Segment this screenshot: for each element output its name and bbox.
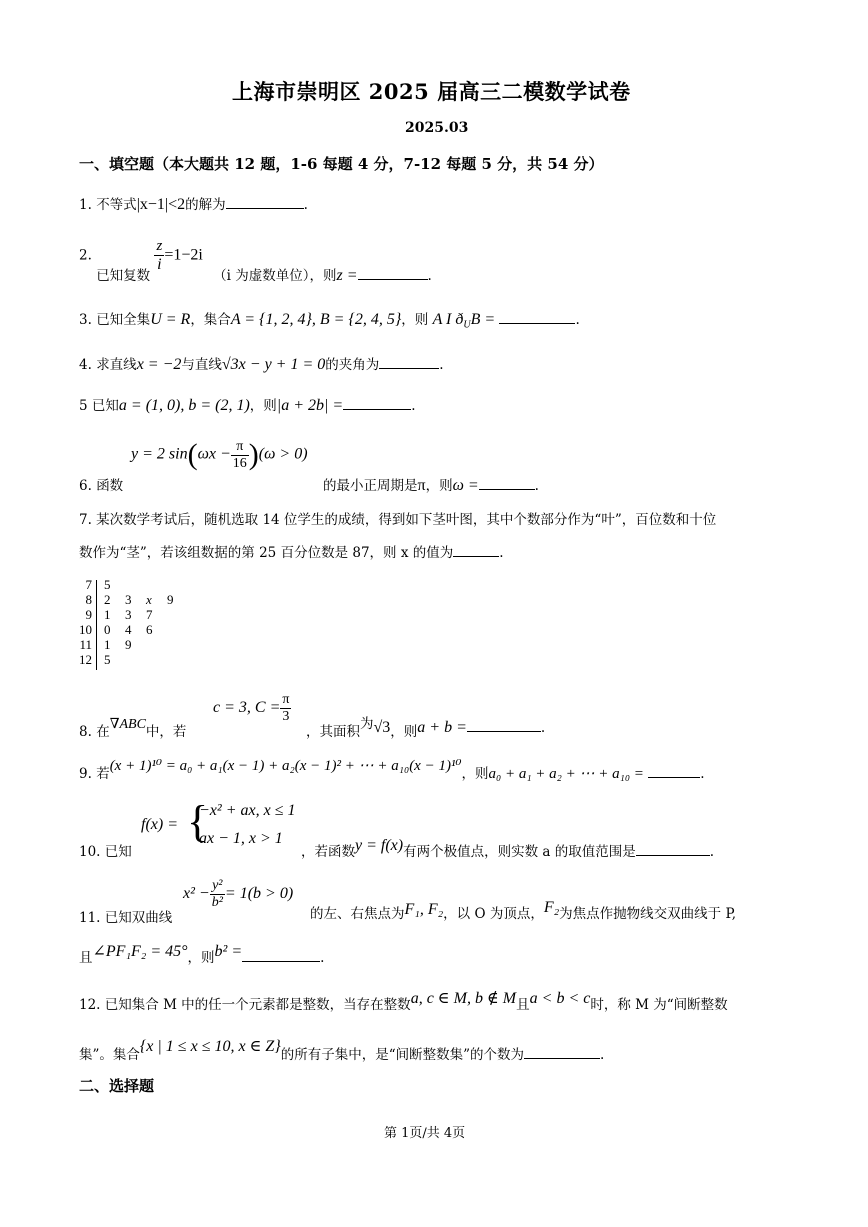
leaf-value: 9 bbox=[125, 637, 132, 652]
leaf-value: 7 bbox=[146, 607, 153, 622]
question-12-line-2: 集”。集合{x | 1 ≤ x ≤ 10, x ∈ Z}的所有子集中，是“间断整数集”的个数为 . bbox=[79, 1038, 605, 1063]
leaf-value: 1 bbox=[104, 637, 111, 652]
stem-leaf-plot bbox=[78, 578, 198, 672]
answer-blank bbox=[636, 843, 710, 856]
answer-blank bbox=[358, 267, 428, 280]
leaf-value: 3 bbox=[125, 592, 132, 607]
leaf-value: 2 bbox=[104, 592, 111, 607]
question-3: 3. 已知全集U = R，集合A = {1, 2, 4}, B = {2, 4, 5}，则 A Ι $ð_UB$ = . bbox=[79, 311, 580, 331]
function-expression: y = 2 sin(ωx − $\frac{\pi}{16}$ )(ω > 0) bbox=[131, 438, 308, 471]
question-4: 4. 求直线x = −2与直线√3x − y + 1 = 0的夹角为 . bbox=[79, 356, 444, 373]
stem-value: 12 bbox=[79, 652, 92, 667]
leaf-value: 9 bbox=[167, 592, 174, 607]
question-8: 8. 在∇ABC中，若 c = 3, C = $\frac{\pi}{3}$ ，其面积为√3，则a + b = . bbox=[79, 692, 546, 740]
answer-blank bbox=[343, 397, 411, 410]
leaf-value: 5 bbox=[104, 577, 111, 592]
leaf-value: x bbox=[146, 592, 152, 607]
answer-blank bbox=[524, 1046, 600, 1059]
stem-divider bbox=[96, 580, 97, 670]
answer-blank bbox=[467, 719, 541, 732]
page-footer: 第 1页/共 4页 bbox=[384, 1126, 466, 1141]
question-10: 10. 已知 f(x) = { −x² + ax, x ≤ 1 ax − 1, x > 1 ，若函数y = f(x)有两个极值点，则实数 a 的取值范围是 . bbox=[79, 797, 715, 860]
answer-blank bbox=[226, 196, 304, 209]
question-7-line-1: 7. 某次数学考试后，随机选取 14 位学生的成绩，得到如下茎叶图，其中个数部分作为“叶”，百位数和十位 bbox=[79, 512, 717, 528]
answer-blank bbox=[379, 356, 439, 369]
leaf-value: 4 bbox=[125, 622, 132, 637]
leaf-value: 1 bbox=[104, 607, 111, 622]
page-title: 上海市崇明区 2025 届高三二模数学试卷 bbox=[232, 79, 631, 104]
question-7-line-2: 数作为“茎”，若该组数据的第 25 百分位数是 87，则 x 的值为 . bbox=[79, 545, 504, 561]
leaf-value: 6 bbox=[146, 622, 153, 637]
question-6: 6. 函数 y = 2 sin(ωx − $\frac{\pi}{16}$ )(ω > 0) 的最小正周期是π，则ω = . bbox=[79, 438, 539, 494]
question-1: 1. 不等式|x−1|<2的解为 . bbox=[79, 196, 308, 213]
section-choice-heading: 二、选择题 bbox=[79, 1077, 155, 1095]
question-9: 9. 若(x + 1)¹⁰ = a₀ + a₁(x − 1) + a₂(x − 1)² + ⋯ + a₁₀(x − 1)¹⁰，则a₀ + a₁ + a₂ + ⋯ + a₁₀ = . bbox=[79, 758, 705, 782]
section-fill-in-heading: 一、填空题（本大题共 12 题，1-6 每题 4 分，7-12 每题 5 分，共 54 分） bbox=[79, 155, 604, 173]
exam-date: 2025.03 bbox=[405, 120, 469, 136]
stem-value: 8 bbox=[85, 592, 92, 607]
answer-blank bbox=[499, 311, 575, 324]
question-5: 5 已知a = (1, 0), b = (2, 1)，则|a + 2b| = . bbox=[79, 397, 416, 414]
answer-blank bbox=[648, 765, 700, 778]
stem-value: 7 bbox=[85, 577, 92, 592]
leaf-value: 5 bbox=[104, 652, 111, 667]
fraction: $\frac{z}{i}$ bbox=[156, 238, 163, 273]
stem-value: 9 bbox=[85, 607, 92, 622]
answer-blank bbox=[453, 544, 499, 557]
question-2: 2. 已知复数 $\frac{z}{i}$ =1−2i （i 为虚数单位），则z = . bbox=[79, 238, 432, 284]
stem-value: 10 bbox=[79, 622, 92, 637]
stem-value: 11 bbox=[79, 637, 92, 652]
question-11: 11. 已知双曲线 x² − $\frac{\text{y²}}{\text{b²}}$ = 1(b > 0) 的左、右焦点为F₁, F₂，以 O 为顶点，F₂为焦点作抛物线交双曲线于 P, 且∠PF₁F₂ = 45°，则b² = . bbox=[79, 878, 737, 966]
leaf-value: 0 bbox=[104, 622, 111, 637]
question-12-line-1: 12. 已知集合 M 中的任一个元素都是整数，当存在整数a, c ∈ M, b ∉ M且a < b < c时，称 M 为“间断整数 bbox=[79, 990, 728, 1013]
answer-blank bbox=[479, 477, 535, 490]
answer-blank bbox=[242, 949, 320, 962]
leaf-value: 3 bbox=[125, 607, 132, 622]
